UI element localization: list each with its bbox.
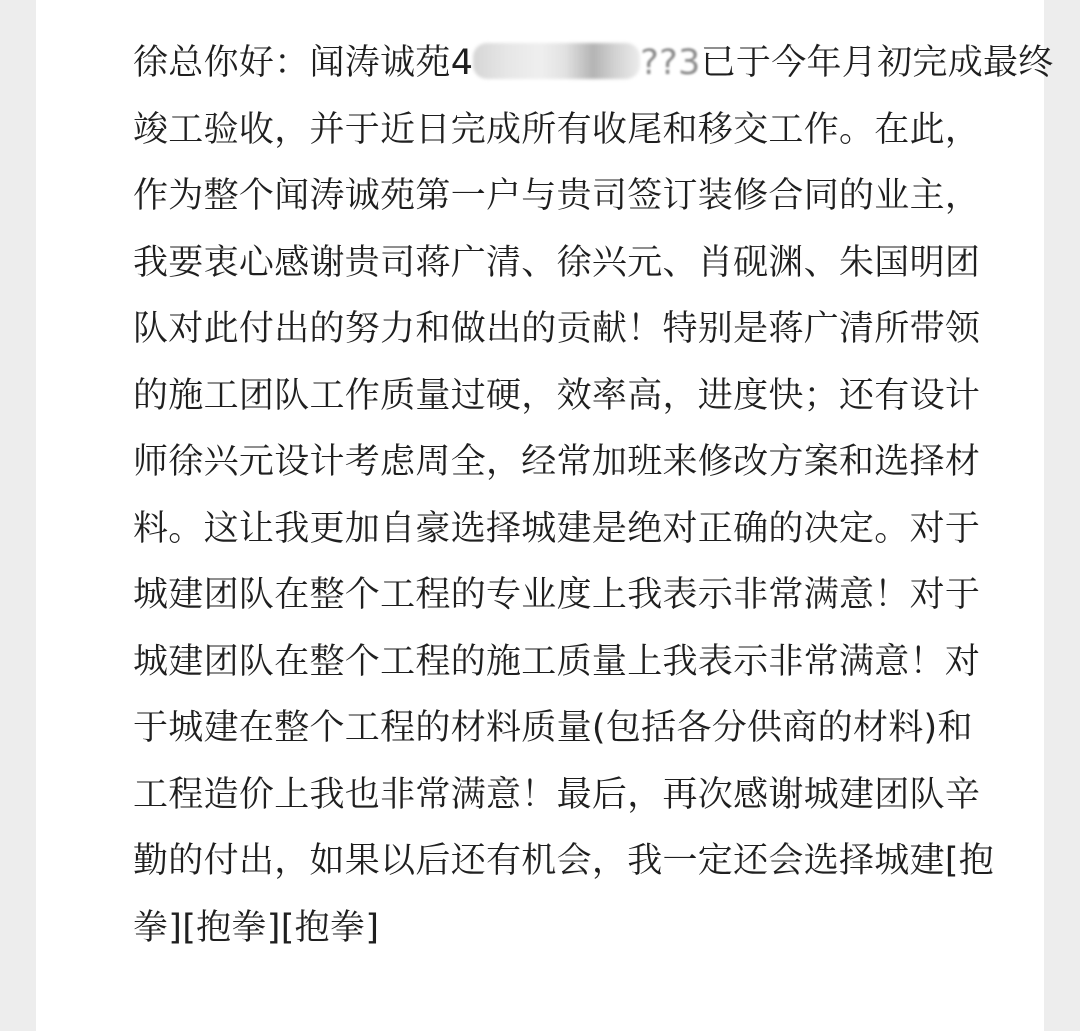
message-line: 料。这让我更加自豪选择城建是绝对正确的决定。对于 (133, 508, 981, 549)
message-line: 城建团队在整个工程的专业度上我表示非常满意！对于 (133, 575, 981, 615)
message-body (133, 30, 1054, 961)
greeting-text: 徐总你好：闻涛诚苑4 (133, 43, 474, 83)
redacted-text-blur (473, 43, 640, 79)
message-line: 我要衷心感谢贵司蒋广清、徐兴元、肖砚渊、朱国明团 (133, 242, 981, 283)
message-line: 竣工验收，并于近日完成所有收尾和移交工作。在此， (133, 109, 981, 150)
message-line: 队对此付出的努力和做出的贡献！特别是蒋广清所带领 (133, 309, 981, 349)
message-line: 的施工团队工作质量过硬，效率高，进度快；还有设计 (133, 375, 981, 416)
message-line: 勤的付出，如果以后还有机会，我一定还会选择城建[抱 (133, 841, 995, 881)
message-line: 城建团队在整个工程的施工质量上我表示非常满意！对 (133, 641, 981, 682)
message-card (36, 0, 1054, 1031)
message-line: 师徐兴元设计考虑周全，经常加班来修改方案和选择材 (133, 442, 981, 482)
message-line: 于城建在整个工程的材料质量(包括各分供商的材料)和 (133, 708, 973, 748)
partially-redacted-text: ??3 (640, 43, 701, 83)
message-line: 拳][抱拳][抱拳] (133, 907, 380, 948)
message-line-1 (133, 30, 1054, 97)
line-1-continuation: 已于今年月初完成最终 (700, 43, 1054, 83)
message-line: 工程造价上我也非常满意！最后，再次感谢城建团队辛 (133, 774, 981, 815)
message-line: 作为整个闻涛诚苑第一户与贵司签订装修合同的业主， (133, 176, 981, 216)
